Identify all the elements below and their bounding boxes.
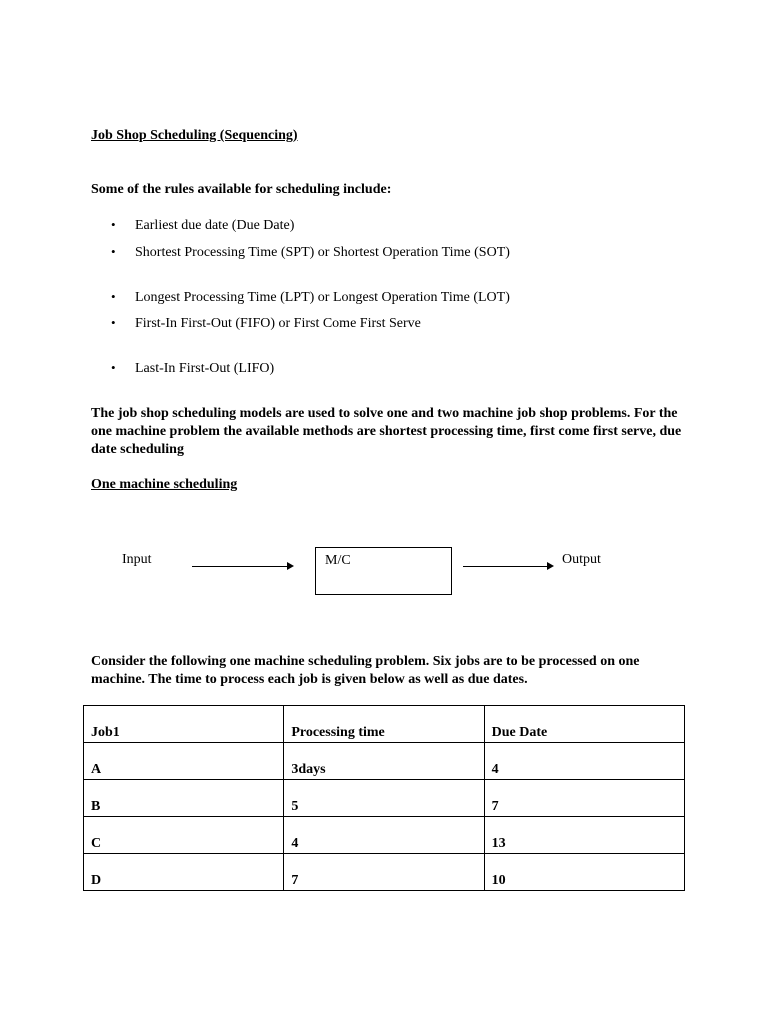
machine-box (315, 547, 452, 595)
bullet-icon: • (111, 289, 116, 304)
table-cell: 5 (284, 780, 484, 817)
rule-text: Last-In First-Out (LIFO) (135, 361, 275, 376)
bullet-icon: • (111, 315, 116, 330)
table-cell: B (84, 780, 284, 817)
table-cell: 7 (484, 780, 684, 817)
paragraph-problem: Consider the following one machine scheduling problem. Six jobs are to be processed on one machine. The time to process each job is given below as well as due dates. (91, 654, 640, 687)
paragraph-models: The job shop scheduling models are used to solve one and two machine job shop problems. For the one machine problem the available methods are shortest processing time, first come first serve, due date scheduling (91, 406, 682, 457)
table-row (84, 780, 685, 817)
arrow-right-icon (192, 566, 292, 567)
bullet-icon: • (111, 217, 116, 232)
diagram-output-label: Output (562, 552, 601, 567)
jobs-table (83, 705, 685, 891)
list-item (111, 217, 294, 234)
table-cell: 4 (484, 743, 684, 780)
table-row (84, 817, 685, 854)
table-cell: A (84, 743, 284, 780)
bullet-icon: • (111, 360, 116, 375)
table-cell: 10 (484, 854, 684, 891)
bullet-icon: • (111, 244, 116, 259)
rule-text: Earliest due date (Due Date) (135, 218, 295, 233)
list-item (111, 244, 510, 261)
table-cell: 4 (284, 817, 484, 854)
intro-text: Some of the rules available for scheduling include: (91, 182, 392, 197)
page-title: Job Shop Scheduling (Sequencing) (91, 128, 298, 143)
list-item (111, 315, 421, 332)
table-header-row (84, 706, 685, 743)
diagram-input-label: Input (122, 552, 152, 567)
machine-label: M/C (325, 553, 351, 568)
rule-text: Shortest Processing Time (SPT) or Shortest Operation Time (SOT) (135, 245, 510, 260)
table-cell: C (84, 817, 284, 854)
header-cell: Processing time (284, 706, 484, 743)
table-cell: D (84, 854, 284, 891)
list-item (111, 360, 274, 377)
rule-text: First-In First-Out (FIFO) or First Come First Serve (135, 316, 421, 331)
header-cell: Due Date (484, 706, 684, 743)
rule-text: Longest Processing Time (LPT) or Longest Operation Time (LOT) (135, 290, 510, 305)
table-cell: 13 (484, 817, 684, 854)
list-item (111, 289, 510, 306)
table-cell: 7 (284, 854, 484, 891)
header-cell: Job1 (84, 706, 284, 743)
table-row (84, 854, 685, 891)
arrow-right-icon (463, 566, 552, 567)
table-row (84, 743, 685, 780)
table-cell: 3days (284, 743, 484, 780)
section-heading: One machine scheduling (91, 477, 238, 492)
